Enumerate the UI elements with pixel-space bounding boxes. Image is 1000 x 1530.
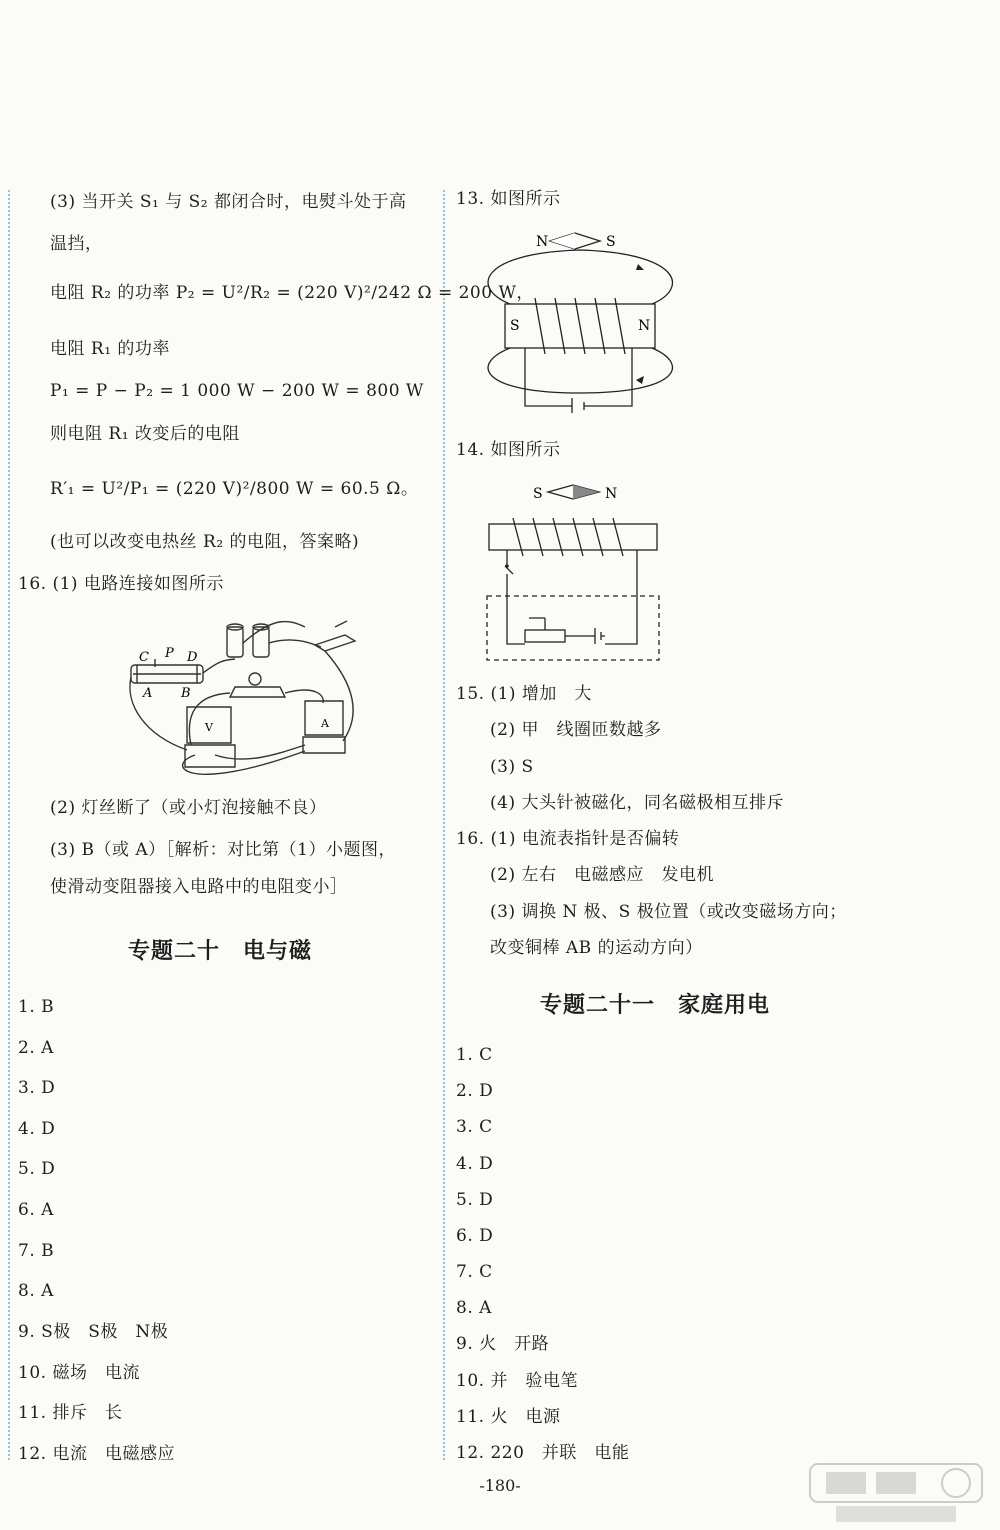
solenoid-field-diagram: [480, 228, 680, 413]
left-answer-6: 6. A: [18, 1200, 54, 1220]
right-answer-1: 1. C: [456, 1045, 493, 1065]
right-answer-8: 8. A: [456, 1298, 492, 1318]
circuit-diagram: [125, 615, 385, 775]
right-line-8: 改变铜棒 AB 的运动方向）: [490, 938, 703, 958]
right-line-2: (2) 甲 线圈匝数越多: [490, 720, 662, 740]
right-line-5: 16. (1) 电流表指针是否偏转: [456, 829, 680, 849]
left-answer-11: 11. 排斥 长: [18, 1403, 123, 1423]
left-answer-3: 3. D: [18, 1078, 56, 1098]
right-answer-10: 10. 并 验电笔: [456, 1371, 578, 1391]
slider-terminal-a: A: [143, 686, 153, 701]
right-line-4: (4) 大头针被磁化，同名磁极相互排斥: [490, 793, 784, 813]
left-margin-rule: [8, 190, 10, 1460]
left-line-3: 电阻 R₂ 的功率 P₂ = U²/R₂ = (220 V)²/242 Ω = 200 W，: [50, 283, 534, 303]
watermark-logo: [806, 1462, 986, 1526]
right-answer-12: 12. 220 并联 电能: [456, 1443, 630, 1463]
slider-terminal-c: C: [139, 650, 149, 665]
left-answer-5: 5. D: [18, 1159, 56, 1179]
left-answer-2: 2. A: [18, 1038, 54, 1058]
right-q14: 14. 如图所示: [456, 440, 561, 460]
slider-label-p: P: [165, 646, 174, 661]
left-answer-10: 10. 磁场 电流: [18, 1363, 140, 1383]
electromagnet-diagram: [485, 478, 665, 663]
ammeter-label: A: [321, 717, 329, 730]
right-answer-4: 4. D: [456, 1154, 494, 1174]
section-title-21: 专题二十一 家庭用电: [540, 993, 771, 1018]
column-divider: [443, 190, 445, 1460]
page-number: -180-: [479, 1476, 521, 1495]
coil-n-label: N: [638, 318, 651, 334]
left-line-7: R′₁ = U²/P₁ = (220 V)²/800 W = 60.5 Ω。: [50, 479, 419, 499]
right-answer-9: 9. 火 开路: [456, 1334, 550, 1354]
left-answer-9: 9. S极 S极 N极: [18, 1322, 169, 1342]
right-line-1: 15. (1) 增加 大: [456, 684, 592, 704]
right-answer-2: 2. D: [456, 1081, 494, 1101]
left-line-10: (2) 灯丝断了（或小灯泡接触不良）: [50, 798, 327, 818]
compass-s-label-14: S: [533, 486, 543, 502]
compass-n-label: N: [536, 234, 549, 250]
left-line-11: (3) B（或 A）［解析：对比第（1）小题图，: [50, 840, 396, 860]
left-answer-12: 12. 电流 电磁感应: [18, 1444, 175, 1464]
left-line-1: (3) 当开关 S₁ 与 S₂ 都闭合时，电熨斗处于高: [50, 192, 407, 212]
left-line-6: 则电阻 R₁ 改变后的电阻: [50, 424, 240, 444]
right-answer-3: 3. C: [456, 1117, 493, 1137]
left-line-4: 电阻 R₁ 的功率: [50, 339, 170, 359]
compass-n-label-14: N: [605, 486, 618, 502]
compass-s-label: S: [606, 234, 616, 250]
left-line-9: 16. (1) 电路连接如图所示: [18, 574, 224, 594]
section-title-20: 专题二十 电与磁: [128, 939, 313, 964]
right-q13: 13. 如图所示: [456, 189, 561, 209]
slider-terminal-d: D: [187, 650, 198, 665]
right-answer-6: 6. D: [456, 1226, 494, 1246]
left-line-5: P₁ = P − P₂ = 1 000 W − 200 W = 800 W: [50, 381, 424, 401]
left-answer-4: 4. D: [18, 1119, 56, 1139]
right-line-7: (3) 调换 N 极、S 极位置（或改变磁场方向；: [490, 902, 847, 922]
right-answer-11: 11. 火 电源: [456, 1407, 561, 1427]
voltmeter-label: V: [205, 721, 213, 734]
left-answer-1: 1. B: [18, 997, 55, 1017]
left-line-2: 温挡，: [50, 234, 103, 254]
coil-s-label: S: [510, 318, 520, 334]
right-answer-7: 7. C: [456, 1262, 493, 1282]
left-line-8: (也可以改变电热丝 R₂ 的电阻，答案略): [50, 532, 360, 552]
slider-terminal-b: B: [181, 686, 191, 701]
right-line-3: (3) S: [490, 757, 534, 777]
right-answer-5: 5. D: [456, 1190, 494, 1210]
left-line-12: 使滑动变阻器接入电路中的电阻变小］: [50, 877, 348, 897]
left-answer-7: 7. B: [18, 1241, 55, 1261]
right-line-6: (2) 左右 电磁感应 发电机: [490, 865, 714, 885]
left-answer-8: 8. A: [18, 1281, 54, 1301]
